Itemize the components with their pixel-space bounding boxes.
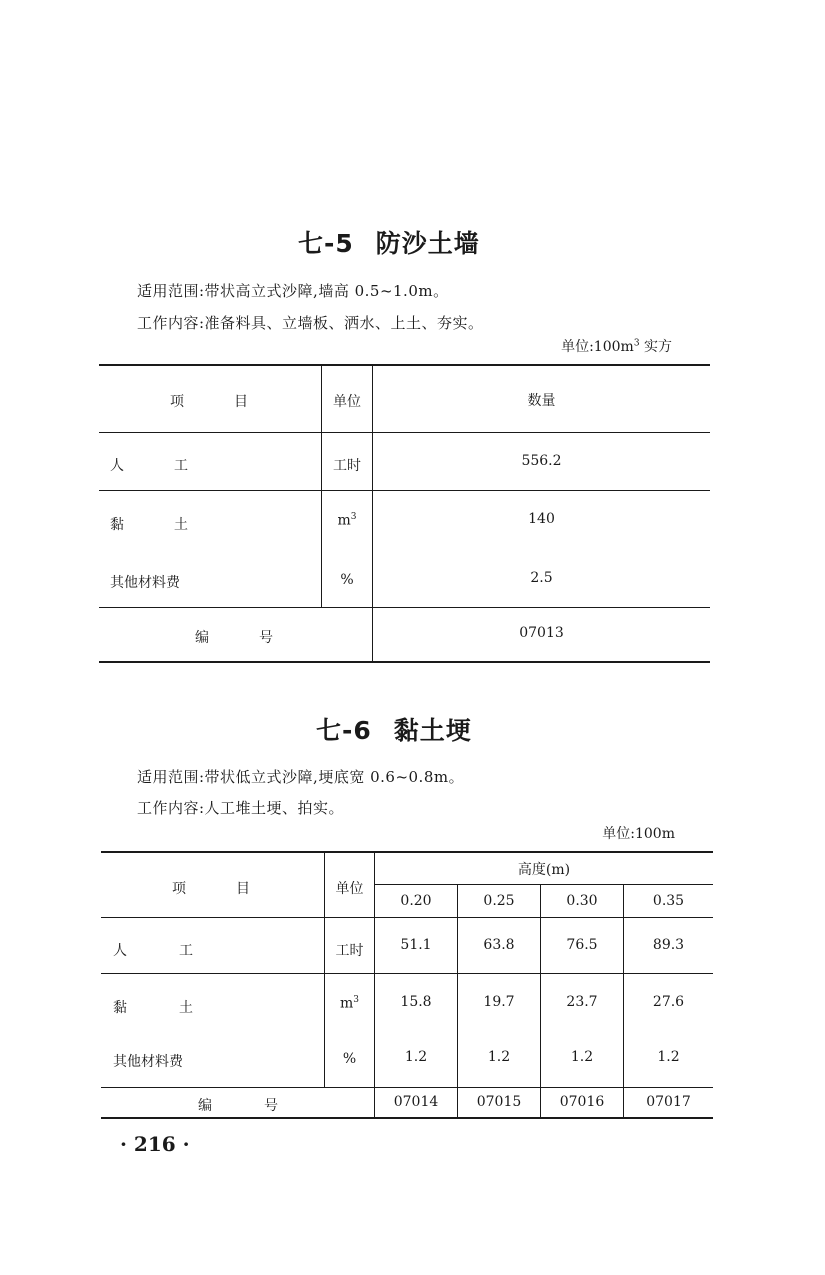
row-labor-unit: 工时 — [333, 458, 361, 474]
section-title-7-5 — [298, 224, 480, 260]
height-col-2: 0.25 — [483, 893, 515, 909]
code-value-2: 07015 — [476, 1094, 522, 1110]
header-item — [170, 391, 248, 411]
section-name: 黏土埂 — [393, 716, 472, 745]
code-label — [198, 1095, 278, 1115]
header-unit: 单位 — [333, 394, 361, 410]
row-clay-name-a: 黏 — [110, 517, 124, 533]
unit-label — [520, 336, 672, 356]
row-clay-value: 140 — [528, 511, 555, 527]
row-other-unit: % — [342, 1051, 357, 1067]
unit-superscript: 3 — [633, 338, 640, 349]
row-labor-value-1: 51.1 — [400, 937, 432, 953]
code-label-a: 编 — [195, 630, 209, 646]
header-item-a: 项 — [170, 394, 184, 410]
header-unit: 单位 — [335, 881, 364, 897]
height-col-3: 0.30 — [566, 893, 598, 909]
row-clay-unit-sup: 3 — [353, 995, 359, 1005]
row-clay-unit-base: m — [339, 995, 354, 1012]
row-other-unit: % — [340, 572, 354, 588]
height-col-1: 0.20 — [400, 893, 432, 909]
row-clay-unit-base: m — [337, 512, 351, 529]
unit-prefix: 单位:100m — [561, 339, 634, 355]
row-labor-value: 556.2 — [521, 453, 562, 469]
row-clay-name — [113, 997, 193, 1017]
row-other-value: 2.5 — [530, 570, 553, 586]
row-labor-name-b: 工 — [179, 943, 193, 959]
row-labor-name — [113, 940, 193, 960]
code-label-b: 号 — [264, 1098, 278, 1114]
row-labor-name — [110, 455, 188, 475]
row-clay-value-4: 27.6 — [652, 994, 685, 1010]
row-labor-value-3: 76.5 — [566, 937, 598, 953]
row-other-name: 其他材料费 — [113, 1054, 183, 1070]
row-labor-value-4: 89.3 — [652, 937, 685, 953]
row-clay-name-b: 土 — [179, 1000, 193, 1016]
header-item-a: 项 — [172, 881, 186, 897]
unit-label: 单位:100m — [602, 826, 675, 842]
code-value: 07013 — [519, 625, 564, 641]
code-value-1: 07014 — [393, 1094, 439, 1110]
row-clay-value-1: 15.8 — [400, 994, 432, 1010]
row-labor-unit: 工时 — [335, 943, 364, 959]
header-height: 高度(m) — [517, 862, 571, 878]
work-content-text: 工作内容:人工堆土埂、拍实。 — [137, 799, 345, 817]
header-item-b: 目 — [236, 881, 250, 897]
section-number: 七-5 — [298, 229, 354, 258]
row-other-value-1: 1.2 — [404, 1049, 428, 1065]
row-clay-value-3: 23.7 — [566, 994, 598, 1010]
row-clay-name-b: 土 — [174, 517, 188, 533]
unit-suffix: 实方 — [639, 339, 672, 355]
header-item-b: 目 — [234, 394, 248, 410]
row-clay-name — [110, 514, 188, 534]
row-clay-value-2: 19.7 — [483, 994, 515, 1010]
scope-text: 适用范围:带状高立式沙障,墙高 0.5~1.0m。 — [137, 282, 449, 300]
section-number: 七-6 — [316, 716, 372, 745]
code-label-b: 号 — [259, 630, 273, 646]
work-content-text: 工作内容:准备料具、立墙板、洒水、上土、夯实。 — [137, 314, 484, 332]
row-other-value-3: 1.2 — [570, 1049, 594, 1065]
header-quantity: 数量 — [527, 393, 556, 409]
row-labor-value-2: 63.8 — [483, 937, 515, 953]
row-clay-unit-sup: 3 — [350, 512, 357, 522]
row-labor-name-b: 工 — [174, 458, 188, 474]
section-name: 防沙土墙 — [375, 229, 480, 258]
row-labor-name-a: 人 — [110, 458, 124, 474]
height-col-4: 0.35 — [652, 893, 685, 909]
row-labor-name-a: 人 — [113, 943, 127, 959]
code-label — [195, 627, 273, 647]
code-label-a: 编 — [198, 1098, 212, 1114]
row-other-name: 其他材料费 — [110, 575, 180, 591]
header-item — [172, 878, 250, 898]
row-clay-name-a: 黏 — [113, 1000, 127, 1016]
code-value-3: 07016 — [559, 1094, 605, 1110]
scope-text: 适用范围:带状低立式沙障,埂底宽 0.6~0.8m。 — [137, 768, 465, 786]
row-clay-unit — [325, 995, 374, 1012]
section-title-7-6 — [316, 711, 472, 747]
row-other-value-2: 1.2 — [487, 1049, 511, 1065]
code-value-4: 07017 — [646, 1094, 691, 1110]
page-number: · 216 · — [120, 1132, 190, 1156]
row-other-value-4: 1.2 — [657, 1049, 680, 1065]
row-clay-unit — [322, 512, 372, 529]
